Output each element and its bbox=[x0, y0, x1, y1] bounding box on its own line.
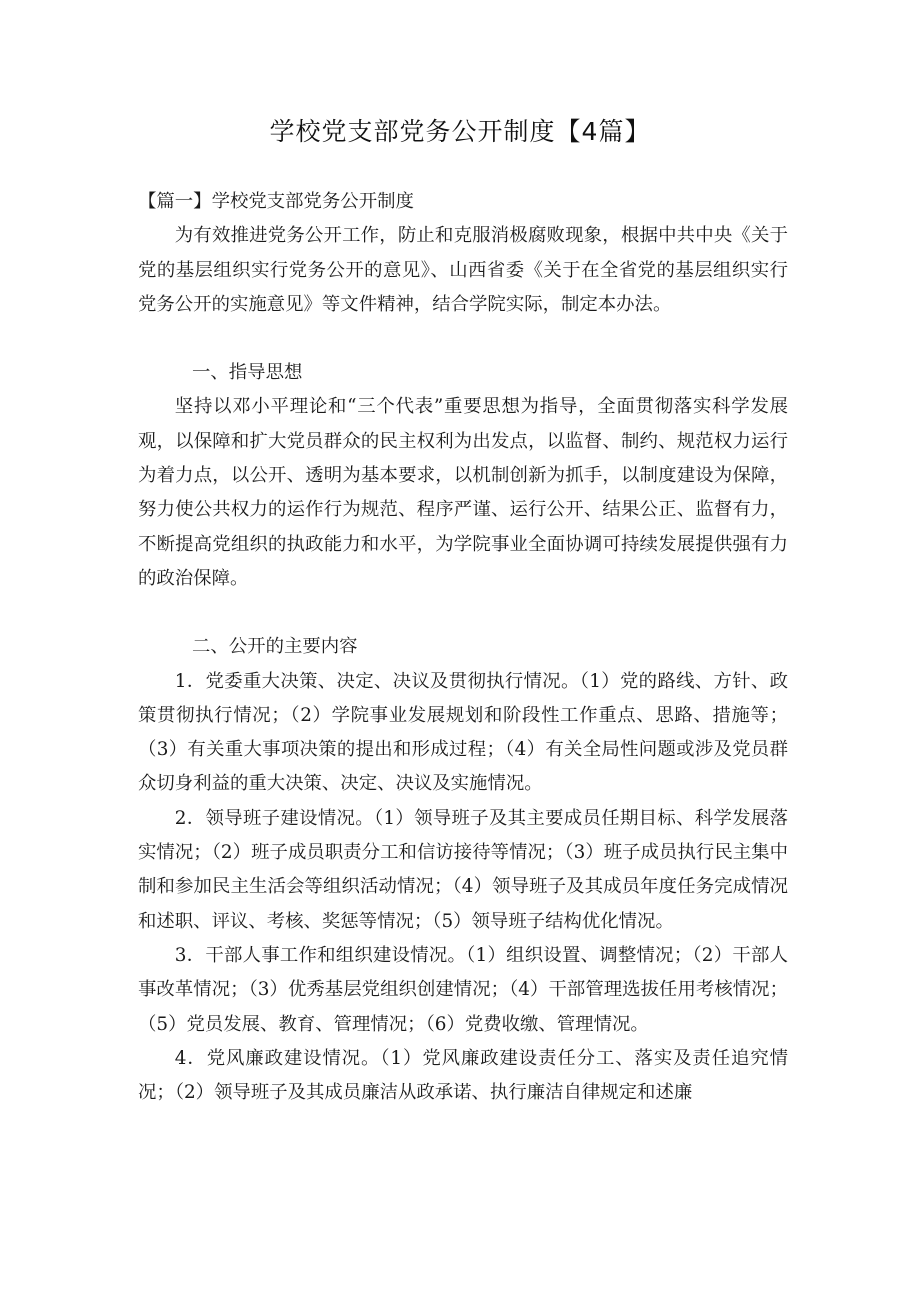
section-paragraph: 4．党风廉政建设情况。（1）党风廉政建设责任分工、落实及责任追究情况；（2）领导班子及其成员廉洁从政承诺、执行廉洁自律规定和述廉 bbox=[138, 1047, 788, 1104]
document-body bbox=[138, 185, 788, 1110]
section-paragraph: 1．党委重大决策、决定、决议及贯彻执行情况。（1）党的路线、方针、政策贯彻执行情况；（2）学院事业发展规划和阶段性工作重点、思路、措施等；（3）有关重大事项决策的提出和形成过程；（4）有关全局性问题或涉及党员群众切身利益的重大决策、决定、决议及实施情况。 bbox=[138, 670, 788, 795]
spacer bbox=[138, 596, 788, 630]
section-paragraph: 坚持以邓小平理论和“三个代表”重要思想为指导，全面贯彻落实科学发展观，以保障和扩大党员群众的民主权利为出发点，以监督、制约、规范权力运行为着力点，以公开、透明为基本要求，以机制创新为抓手，以制度建设为保障，努力使公共权力的运作行为规范、程序严谨、运行公开、结果公正、监督有力，不断提高党组织的执政能力和水平，为学院事业全面协调可持续发展提供强有力的政治保障。 bbox=[138, 396, 788, 589]
spacer bbox=[138, 322, 788, 356]
section-heading-guiding-thought: 一、指导思想 bbox=[192, 362, 303, 384]
section-paragraph: 3．干部人事工作和组织建设情况。（1）组织设置、调整情况；（2）干部人事改革情况；（3）优秀基层党组织创建情况；（4）干部管理选拔任用考核情况；（5）党员发展、教育、管理情况；（6）党费收缴、管理情况。 bbox=[138, 944, 788, 1035]
section-heading-main-content: 二、公开的主要内容 bbox=[192, 636, 358, 658]
part-heading: 【篇一】学校党支部党务公开制度 bbox=[138, 191, 414, 212]
document-title: 学校党支部党务公开制度【4篇】 bbox=[269, 117, 651, 146]
section-paragraph: 2．领导班子建设情况。（1）领导班子及其主要成员任期目标、科学发展落实情况；（2）班子成员职责分工和信访接待等情况；（3）班子成员执行民主集中制和参加民主生活会等组织活动情况；（4）领导班子及其成员年度任务完成情况和述职、评议、考核、奖惩等情况；（5）领导班子结构优化情况。 bbox=[138, 807, 788, 932]
intro-paragraph: 为有效推进党务公开工作，防止和克服消极腐败现象，根据中共中央《关于党的基层组织实行党务公开的意见》、山西省委《关于在全省党的基层组织实行党务公开的实施意见》等文件精神，结合学院实际，制定本办法。 bbox=[138, 225, 788, 315]
